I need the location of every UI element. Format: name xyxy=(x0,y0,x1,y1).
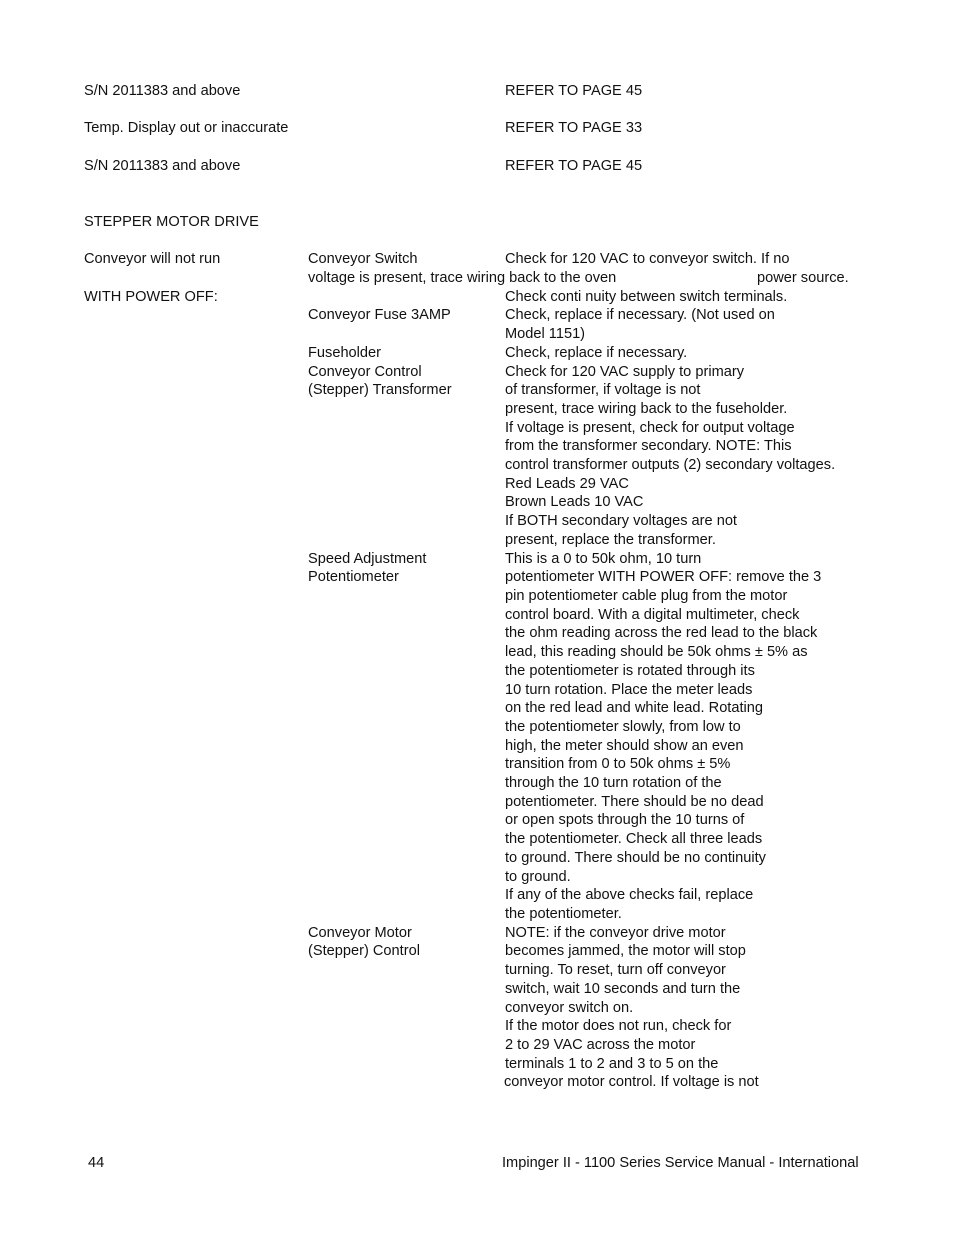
check-line: This is a 0 to 50k ohm, 10 turn xyxy=(505,551,702,567)
component-fuseholder: Fuseholder xyxy=(308,345,382,361)
check-line: the potentiometer slowly, from low to xyxy=(505,719,741,735)
ref-row-3-left: S/N 2011383 and above xyxy=(84,158,241,174)
check-line: from the transformer secondary. NOTE: This xyxy=(505,438,792,454)
check-line: If any of the above checks fail, replace xyxy=(505,887,754,903)
check-line: Model 1151) xyxy=(505,326,586,342)
check-line: If voltage is present, check for output voltage xyxy=(505,420,795,436)
component-conveyor-control: Conveyor Control xyxy=(308,364,422,380)
check-line: If the motor does not run, check for xyxy=(505,1018,732,1034)
component-potentiometer: Potentiometer xyxy=(308,569,399,585)
manual-title: Impinger II - 1100 Series Service Manual - International xyxy=(502,1155,859,1171)
ref-row-2-right: REFER TO PAGE 33 xyxy=(505,120,643,136)
check-line: Check for 120 VAC supply to primary xyxy=(505,364,745,380)
check-line: present, trace wiring back to the fuseholder. xyxy=(505,401,788,417)
check-line: 10 turn rotation. Place the meter leads xyxy=(505,682,753,698)
check-line: power source. xyxy=(757,270,849,286)
page-number: 44 xyxy=(88,1155,105,1171)
check-line: control transformer outputs (2) secondary voltages. xyxy=(505,457,836,473)
check-line: pin potentiometer cable plug from the motor xyxy=(505,588,788,604)
check-line: turning. To reset, turn off conveyor xyxy=(505,962,726,978)
check-line: to ground. xyxy=(505,869,571,885)
symptom-label: Conveyor will not run xyxy=(84,251,221,267)
check-line: conveyor motor control. If voltage is not xyxy=(504,1074,759,1090)
check-line: the ohm reading across the red lead to the black xyxy=(505,625,818,641)
check-line: Brown Leads 10 VAC xyxy=(505,494,644,510)
check-line: control board. With a digital multimeter, check xyxy=(505,607,800,623)
check-line: to ground. There should be no continuity xyxy=(505,850,766,866)
check-line: conveyor switch on. xyxy=(505,1000,634,1016)
check-line: Check, replace if necessary. xyxy=(505,345,688,361)
check-line: switch, wait 10 seconds and turn the xyxy=(505,981,741,997)
component-stepper-transformer: (Stepper) Transformer xyxy=(308,382,452,398)
check-line: becomes jammed, the motor will stop xyxy=(505,943,746,959)
check-line: the potentiometer. xyxy=(505,906,622,922)
ref-row-1-right: REFER TO PAGE 45 xyxy=(505,83,643,99)
check-line: the potentiometer. Check all three leads xyxy=(505,831,763,847)
component-conveyor-motor: Conveyor Motor xyxy=(308,925,412,941)
check-line: 2 to 29 VAC across the motor xyxy=(505,1037,696,1053)
check-line: potentiometer. There should be no dead xyxy=(505,794,764,810)
ref-row-3-right: REFER TO PAGE 45 xyxy=(505,158,643,174)
check-line: present, replace the transformer. xyxy=(505,532,716,548)
check-line: on the red lead and white lead. Rotating xyxy=(505,700,764,716)
check-line: terminals 1 to 2 and 3 to 5 on the xyxy=(505,1056,719,1072)
check-line: Check, replace if necessary. (Not used on xyxy=(505,307,775,323)
check-line: of transformer, if voltage is not xyxy=(505,382,701,398)
component-conveyor-fuse: Conveyor Fuse 3AMP xyxy=(308,307,451,323)
check-line: Check for 120 VAC to conveyor switch. If no xyxy=(505,251,790,267)
ref-row-2-left: Temp. Display out or inaccurate xyxy=(84,120,289,136)
check-line: or open spots through the 10 turns of xyxy=(505,812,745,828)
check-line: NOTE: if the conveyor drive motor xyxy=(505,925,726,941)
component-stepper-control: (Stepper) Control xyxy=(308,943,420,959)
check-line: transition from 0 to 50k ohms ± 5% xyxy=(505,756,731,772)
component-conveyor-switch: Conveyor Switch xyxy=(308,251,418,267)
check-line: If BOTH secondary voltages are not xyxy=(505,513,737,529)
check-line: lead, this reading should be 50k ohms ± 5% as xyxy=(505,644,808,660)
component-speed-adjustment: Speed Adjustment xyxy=(308,551,427,567)
check-line: the potentiometer is rotated through its xyxy=(505,663,755,679)
ref-row-1-left: S/N 2011383 and above xyxy=(84,83,241,99)
power-off-label: WITH POWER OFF: xyxy=(84,289,218,305)
check-line: Red Leads 29 VAC xyxy=(505,476,629,492)
check-line: potentiometer WITH POWER OFF: remove the 3 xyxy=(505,569,822,585)
check-line: Check conti nuity between switch terminals. xyxy=(505,289,788,305)
check-line: high, the meter should show an even xyxy=(505,738,744,754)
section-title: STEPPER MOTOR DRIVE xyxy=(84,214,259,230)
check-line: through the 10 turn rotation of the xyxy=(505,775,722,791)
conveyor-switch-continuation: voltage is present, trace wiring back to the oven xyxy=(308,270,617,286)
